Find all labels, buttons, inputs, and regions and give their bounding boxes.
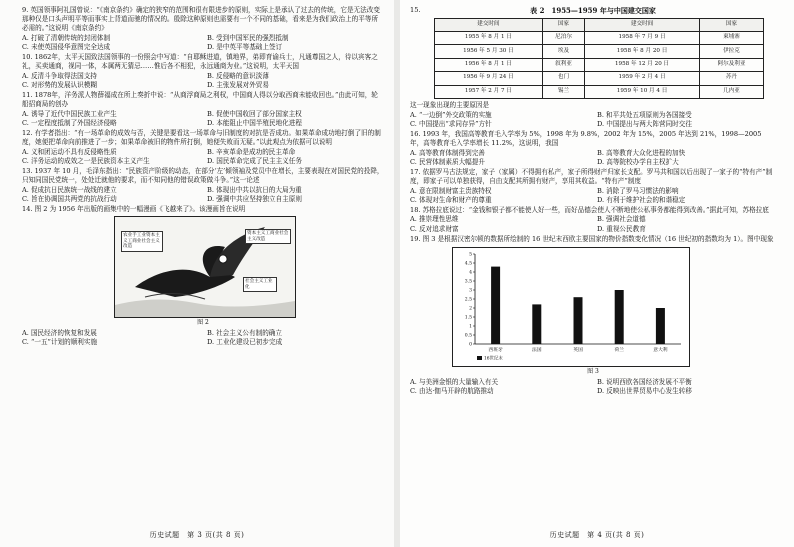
- table-cell: 1956 年 8 月 1 日: [435, 58, 543, 71]
- column-header: 建交时间: [585, 18, 700, 31]
- option-b: B. 和平共处五项原则为各国接受: [597, 110, 692, 119]
- option-b: B. 消除了罗马习惯法的影响: [597, 186, 679, 195]
- y-tick-label: 0: [469, 342, 472, 348]
- y-tick-label: 5: [469, 252, 472, 258]
- option-d: D. 反映出世界贸易中心发生转移: [597, 387, 692, 396]
- table-cell: 阿尔及利亚: [699, 58, 763, 71]
- cartoon-label-right-bottom: 社会主义工业化: [243, 277, 277, 292]
- option-c: C. 体现对生命和财产的尊重: [410, 195, 492, 204]
- question-15: [410, 6, 776, 129]
- question-stem: 12. 有学者指出：“有一场革命的成效与否，关键是要看这一场革命与旧制度的对抗是否成功。如果革命成功地打倒了旧的制度，她便把革命向前推进了一步；如果革命被旧的物件所打倒，她便失败而无疑。”以此观点为依据可以说明: [22, 129, 381, 147]
- table-row: [435, 45, 764, 58]
- bar: [574, 297, 583, 344]
- price-index-chart: [452, 247, 690, 367]
- y-tick-label: 1.5: [464, 315, 472, 321]
- diplomatic-table: [434, 18, 764, 99]
- table-row: [435, 85, 764, 98]
- option-b: B. 促使中国收回了部分国家主权: [207, 109, 302, 118]
- figure-caption: 图 3: [587, 367, 599, 375]
- question-stem: 17. 依据罗马古法规定，家子（家属）不得拥有私产，家子所得财产归家长支配。罗马共和国以后出现了一家子的“特有产”制度，即家子可以单独获得，自由支配其所拥有财产，享用其收益。“特有产”制度: [410, 167, 773, 185]
- table-row: [435, 58, 764, 71]
- question-stem: 13. 1937 年 10 月，毛泽东指出：“民族资产阶级的动态，在部分‘左’倾领袖及党员中在增长，主要表现在对国民党的投降，只知同国民党统一，处处迁就他的要求，而不知同他的错误政策做斗争。”这一论述: [22, 166, 384, 185]
- x-tick-label: 西班牙: [488, 347, 503, 353]
- column-header: 国家: [699, 18, 763, 31]
- option-a: A. 诱导了近代中国民族工业产生: [22, 109, 117, 118]
- question-stem: 这一现象出现的主要原因是: [410, 100, 490, 109]
- bar: [615, 290, 624, 344]
- option-b: B. 体现出中共以抗日的大局为重: [207, 185, 302, 194]
- option-a: A. 与美洲金银的大量输入有关: [410, 377, 499, 386]
- legend-swatch: [477, 356, 482, 360]
- option-c: C. 未使英国侵华意图完全达成: [22, 42, 111, 51]
- option-b: B. 受到中国军民的强烈抵制: [207, 33, 289, 42]
- table-cell: 埃及: [542, 45, 584, 58]
- bar: [491, 266, 500, 343]
- option-c: C. 一定程度抵制了外国经济侵略: [22, 118, 117, 127]
- option-a: A. 反清斗争取得法国支持: [22, 71, 97, 80]
- option-c: C. 旨在协调国共两党的抗战行动: [22, 194, 117, 203]
- option-d: D. 中国提出与两大阵营同时交往: [597, 119, 692, 128]
- option-d: D. 有利于维护社会的和谐稳定: [597, 195, 686, 204]
- page-3: [0, 0, 394, 547]
- question-stem: 9. 英国领事阿礼国曾说：“《南京条约》确定的狭窄的范围和很有限进步的原则，实际上是承认了过去的传统，它是无法改变那种仅是口头声明平等而事实上背道而驰的情况的。殷除这种原则也需要有一个不同的基础，看来是为我们政治上的平等所必需的。”这说明《南京条约》: [22, 6, 380, 33]
- question-stem: 10. 1862年，太平天国致法国领事的一份照会中写道：“自耶稣进道，镇地界，弟即育谕兵士，凡通尊国之人，待以宾客之礼，买卖通商，视同一体，本属两无猜忌……惟后各不相犯，永远通商为业。”这说明，太平天国: [22, 53, 378, 71]
- cartoon-figure: [114, 216, 296, 318]
- option-a: A. “一边倒”外交政策的实施: [410, 110, 492, 119]
- option-a: A. 高等教育体制得到完善: [410, 148, 485, 157]
- question-18: [410, 206, 776, 234]
- price-index-chart-svg: [453, 248, 689, 366]
- option-d: D. 主张发展对外贸易: [207, 80, 269, 89]
- question-stem: 14. 图 2 为 1956 年出版的画集中的一幅漫画《飞越来了》。该漫画旨在说明: [22, 204, 246, 213]
- table-cell: 1958 年 12 月 20 日: [585, 58, 700, 71]
- table-cell: 几内亚: [699, 85, 763, 98]
- table-cell: 锡兰: [542, 85, 584, 98]
- table-cell: 伊拉克: [699, 45, 763, 58]
- y-tick-label: 4: [469, 270, 472, 276]
- option-b: B. 辛亥革命是成功的民主革命: [207, 147, 296, 156]
- column-header: 国家: [542, 18, 584, 31]
- question-9: [22, 6, 384, 52]
- option-c: C. 中国提出“求同存异”方针: [410, 119, 492, 128]
- legend-label: 16世纪末: [484, 356, 503, 362]
- table-cell: 1959 年 10 月 4 日: [585, 85, 700, 98]
- option-d: D. 重视公民教育: [597, 224, 646, 233]
- table-cell: 1956 年 5 月 30 日: [435, 45, 543, 58]
- table-header-row: [435, 18, 764, 31]
- table-cell: 尼泊尔: [542, 32, 584, 45]
- option-b: B. 说明西欧各国经济发展不平衡: [597, 377, 692, 386]
- x-tick-label: 荷兰: [614, 347, 625, 353]
- question-stem: 11. 1878年，洋务派人物薛福成在所上奏折中说：“从商浮商局之利权，中国商人得以分取西商未能收回也。”由此可知，轮船招商局的创办: [22, 91, 378, 109]
- option-a: A. 国民经济的恢复和发展: [22, 329, 97, 338]
- option-c: C. 由达·伽马开辟的航路推动: [410, 387, 494, 396]
- question-13: [22, 167, 384, 204]
- y-tick-label: 4.5: [464, 261, 472, 267]
- question-14: [22, 205, 384, 348]
- option-c: C. 反对追求财富: [410, 224, 459, 233]
- y-tick-label: 3: [469, 288, 472, 294]
- option-c: C. 对形势的发展认识模糊: [22, 80, 97, 89]
- option-d: D. 本能阻止中国半殖民地化进程: [207, 118, 302, 127]
- option-d: D. 工业化建设已初步完成: [207, 338, 283, 347]
- y-tick-label: 1: [469, 324, 472, 330]
- table-cell: 1955 年 8 月 1 日: [435, 32, 543, 45]
- cartoon-label-left: 农业手工业资本主义工商业社会主义改造: [121, 231, 163, 252]
- table-cell: 1956 年 9 月 24 日: [435, 72, 543, 85]
- table-cell: 也门: [542, 72, 584, 85]
- table-row: [435, 72, 764, 85]
- bar: [656, 308, 665, 344]
- question-11: [22, 91, 384, 128]
- option-a: A. 推崇理性思维: [410, 215, 459, 224]
- option-d: D. 高等院校办学自主权扩大: [597, 157, 679, 166]
- question-19: [410, 235, 776, 397]
- question-16: [410, 130, 776, 167]
- figure-caption: 图 2: [197, 319, 209, 327]
- option-c: C. “一五”计划的顺利实施: [22, 338, 98, 347]
- table-row: [435, 32, 764, 45]
- option-a: A. 促成抗日民族统一战线的建立: [22, 185, 117, 194]
- y-tick-label: 2.5: [464, 297, 472, 303]
- question-stem: 19. 图 3 是根据汉密尔顿的数据所绘制的 16 世纪末西欧主要国家的物价指数变化情况（16 世纪初的指数均为 1）。图中现象: [410, 234, 774, 243]
- question-10: [22, 53, 384, 90]
- table-cell: 柬埔寨: [699, 32, 763, 45]
- question-stem: 16. 1993 年，我国高等教育毛入学率为 5%，1998 年为 9.8%，2002 年为 15%，2005 年达到 21%，1998—2005 年，高等教育毛入学率增长 11.2%，这说明，我国: [410, 129, 762, 147]
- option-b: B. 反侵略的意识淡薄: [207, 71, 269, 80]
- table-cell: 1958 年 8 月 20 日: [585, 45, 700, 58]
- option-d: D. 强调中共应坚持独立自主原则: [207, 194, 302, 203]
- table-caption: 表 2 1955—1959 年与中国建交国家: [530, 6, 656, 15]
- x-tick-label: 法国: [531, 347, 542, 353]
- option-a: A. 打破了清朝传统的封闭体制: [22, 33, 111, 42]
- page-4: [400, 0, 794, 547]
- option-c: C. 洋务运动的成效之一是民族资本主义产生: [22, 156, 150, 165]
- y-tick-label: 3.5: [464, 279, 472, 285]
- question-12: [22, 129, 384, 166]
- option-b: B. 社会主义公有制的确立: [207, 329, 282, 338]
- question-stem: 18. 苏格拉底说过：“金钱和银子都不能使人好一些，而好品德会使人不断地使公私事务都能得到改善。”据此可知，苏格拉底: [410, 205, 769, 214]
- page-footer: 历史试题 第 3 页(共 8 页): [149, 531, 245, 540]
- question-number: 15.: [410, 6, 421, 14]
- option-c: C. 民营体制素质大幅提升: [410, 157, 485, 166]
- table-cell: 1959 年 2 月 4 日: [585, 72, 700, 85]
- x-tick-label: 意大利: [653, 347, 668, 353]
- x-tick-label: 英国: [573, 347, 583, 353]
- table-cell: 叙利亚: [542, 58, 584, 71]
- option-d: D. 是中英平等基础上签订: [207, 42, 283, 51]
- table-cell: 苏丹: [699, 72, 763, 85]
- question-17: [410, 168, 776, 205]
- y-tick-label: 2: [469, 306, 472, 312]
- option-a: A. 义和团运动不具有反侵略性质: [22, 147, 117, 156]
- column-header: 建交时间: [435, 18, 543, 31]
- table-cell: 1958 年 7 月 9 日: [585, 32, 700, 45]
- option-a: A. 意在限制财富主贵族特权: [410, 186, 492, 195]
- option-b: B. 强调社会道德: [597, 215, 646, 224]
- table-cell: 1957 年 2 月 7 日: [435, 85, 543, 98]
- option-d: D. 国民革命完成了民主主义任务: [207, 156, 302, 165]
- option-b: B. 高等教育大众化进程的加快: [597, 148, 686, 157]
- cartoon-label-right-top: 资本主义工商业社会主义改造: [245, 229, 291, 244]
- bar: [532, 304, 541, 344]
- page-footer: 历史试题 第 4 页(共 8 页): [549, 531, 645, 540]
- y-tick-label: 0.5: [464, 333, 472, 339]
